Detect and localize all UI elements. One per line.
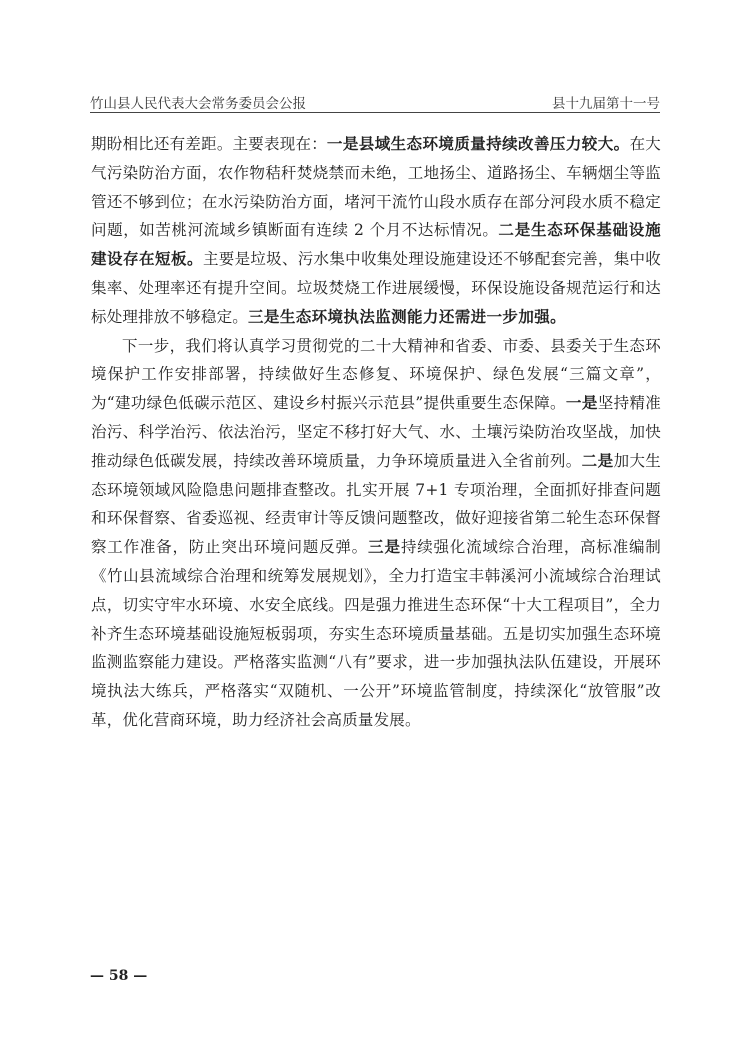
paragraph-1-text-1: 期盼相比还有差距。主要表现在： xyxy=(91,135,327,153)
paragraph-2-text-4: 持续强化流域综合治理，高标准编制《竹山县流域综合治理和统筹发展规划》，全力打造宝丰韩溪河小流域综合治理试点，切实守牢水环境、水安全底线。四是强力推进生态环保“十大工程项目”，全力补齐生态环境基础设施短板弱项，夯实生态环境质量基础。五是切实加强生态环境监测监察能力建设。严格落实监测“八有”要求，进一步加强执法队伍建设，开展环境执法大练兵，严格落实“双随机、一公开”环境监管制度，持续深化“放管服”改革，优化营商环境，助力经济社会高质量发展。 xyxy=(91,538,661,729)
paragraph-2-text-2: 坚持精准治污、科学治污、依法治污，坚定不移打好大气、水、土壤污染防治攻坚战，加快推动绿色低碳发展，持续改善环境质量，力争环境质量进入全省前列。 xyxy=(91,394,661,470)
paragraph-2-text-3: 加大生态环境领域风险隐患问题排查整改。扎实开展 7+1 专项治理，全面抓好排查问题和环保督察、省委巡视、经责审计等反馈问题整改，做好迎接省第二轮生态环保督察工作准备，防止突出环境问题反弹。 xyxy=(91,451,661,557)
paragraph-1-text-3: 主要是垃圾、污水集中收集处理设施建设还不够配套完善，集中收集率、处理率还有提升空间。垃圾焚烧工作进展缓慢，环保设施设备规范运行和达标处理排放不够稳定。 xyxy=(91,250,661,326)
heading-point-3: 三是生态环境执法监测能力还需进一步加强。 xyxy=(248,307,567,326)
step-label-3: 三是 xyxy=(367,538,401,557)
document-body xyxy=(91,130,661,735)
paragraph-1-text-2: 在大气污染防治方面，农作物秸秆焚烧禁而未绝，工地扬尘、道路扬尘、车辆烟尘等监管还不够到位；在水污染防治方面，堵河干流竹山段水质存在部分河段水质不稳定问题，如苦桃河流域乡镇断面有连续 2 个月不达标情况。 xyxy=(91,135,661,240)
heading-point-2: 二是生态环保基础设施建设存在短板。 xyxy=(91,221,661,269)
page-number: — 58 — xyxy=(90,968,148,984)
paragraph-2-text-1: 下一步，我们将认真学习贯彻党的二十大精神和省委、市委、县委关于生态环境保护工作安排部署，持续做好生态修复、环境保护、绿色发展“三篇文章”，为“建功绿色低碳示范区、建设乡村振兴示范县”提供重要生态保障。 xyxy=(91,336,661,413)
step-label-1: 一是 xyxy=(565,394,598,413)
header-publication-title: 竹山县人民代表大会常务委员会公报 xyxy=(90,96,306,112)
page-header xyxy=(90,88,660,113)
paragraph-next-steps xyxy=(91,332,661,735)
step-label-2: 二是 xyxy=(581,451,614,470)
heading-point-1: 一是县域生态环境质量持续改善压力较大。 xyxy=(326,135,630,153)
header-issue-number: 县十九届第十一号 xyxy=(552,96,660,112)
paragraph-problems xyxy=(91,130,661,332)
